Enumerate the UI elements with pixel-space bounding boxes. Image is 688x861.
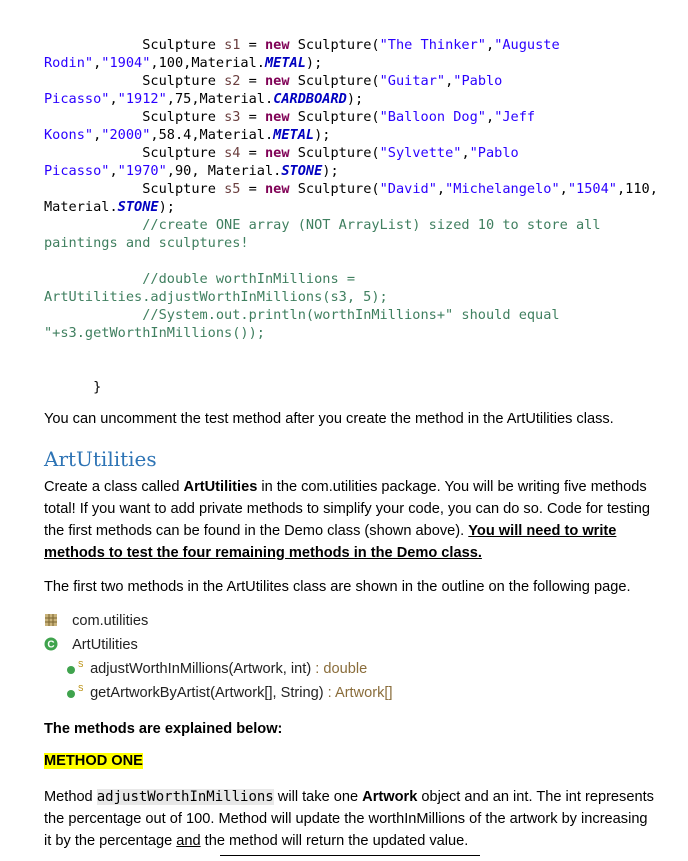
code-token: "David" — [379, 181, 437, 197]
code-token: CARDBOARD — [273, 91, 347, 107]
code-token: Sculpture( — [289, 73, 380, 89]
code-token: "Guitar" — [379, 73, 446, 89]
code-token: Sculpture — [142, 145, 225, 161]
code-token: ,58.4,Material. — [150, 127, 274, 143]
m1-method-code: adjustWorthInMillions — [96, 789, 274, 805]
code-token: ArtUtilities.adjustWorthInMillions(s3, 5); — [44, 289, 388, 305]
code-token: ,100,Material. — [150, 55, 265, 71]
code-token: = — [240, 73, 265, 89]
code-token: "Sylvette" — [379, 145, 462, 161]
code-line — [44, 288, 674, 306]
public-static-method-icon — [66, 661, 82, 675]
method-one-label: METHOD ONE — [44, 753, 143, 769]
uncomment-note: You can uncomment the test method after you create the method in the ArtUtilities class. — [44, 411, 614, 427]
public-static-method-icon — [66, 685, 82, 699]
intro-text-1: Create a class called — [44, 479, 184, 495]
code-token: Sculpture — [142, 37, 225, 53]
svg-text:C: C — [47, 639, 55, 651]
code-token: //double worthInMillions = — [142, 271, 356, 287]
method-return-type: : Artwork[] — [323, 685, 393, 701]
code-token: METAL — [273, 127, 315, 143]
code-token: s3 — [224, 109, 241, 125]
intro-classname: ArtUtilities — [183, 479, 258, 495]
code-token: "1504" — [567, 181, 617, 197]
svg-text:S: S — [78, 684, 84, 693]
code-token: ); — [322, 163, 339, 179]
code-line — [44, 378, 674, 396]
code-token: "1970" — [117, 163, 167, 179]
code-token: , — [436, 181, 446, 197]
methods-explained-label: The methods are explained below: — [44, 721, 283, 737]
code-token: STONE — [117, 199, 159, 215]
code-token: STONE — [281, 163, 323, 179]
code-token: s1 — [224, 37, 241, 53]
code-token: "+s3.getWorthInMillions()); — [44, 325, 265, 341]
code-line — [44, 180, 674, 198]
code-token: = — [240, 145, 265, 161]
intro-text-2: in the com.utilities package. You will be writing five methods total! If you want to add private methods to simplify your code, you can do so. Code for testing the first methods can be found in the Demo class (shown above). — [44, 479, 650, 539]
outline-class-row — [44, 634, 138, 656]
code-token: //create ONE array (NOT ArrayList) sized 10 to store all — [142, 217, 601, 233]
code-token: ,110, — [616, 181, 658, 197]
code-token: "The Thinker" — [379, 37, 486, 53]
code-token: = — [240, 109, 265, 125]
method-one-label-row — [44, 750, 656, 772]
code-token: "1912" — [117, 91, 167, 107]
outline-package-row — [44, 610, 148, 632]
intro-paragraph — [44, 476, 656, 564]
outline-method-row — [66, 682, 393, 704]
class-name: ArtUtilities — [72, 637, 138, 653]
code-token: new — [265, 145, 290, 161]
footer-rule — [220, 855, 480, 856]
outline-tree — [44, 608, 644, 708]
code-token: "2000" — [101, 127, 151, 143]
code-token: new — [265, 73, 290, 89]
intro-emphasis: You will need to write methods to test the four remaining methods in the Demo class. — [44, 523, 617, 561]
code-token: "Balloon Dog" — [379, 109, 486, 125]
m1-text-d: object and an int. The int represents the percentage out of 100. Method will update the worthInMillions of the artwork by increasing it by the percentage — [44, 789, 654, 849]
code-line — [44, 72, 674, 90]
section-heading-artutilities: ArtUtilities — [44, 447, 157, 471]
code-token: new — [265, 37, 290, 53]
code-line — [44, 270, 674, 288]
code-token: , — [93, 55, 102, 71]
code-line — [44, 198, 674, 216]
code-token: Sculpture — [142, 73, 225, 89]
code-token: ); — [314, 127, 331, 143]
code-token: "Auguste — [494, 37, 560, 53]
code-token: ); — [346, 91, 364, 107]
code-token: Material. — [44, 199, 118, 215]
m1-text-a: Method — [44, 789, 97, 805]
method-return-type: : double — [311, 661, 368, 677]
code-token: Sculpture( — [289, 181, 380, 197]
code-line — [44, 252, 674, 270]
code-token: Sculpture — [142, 181, 225, 197]
code-token: , — [445, 73, 454, 89]
code-token: "1904" — [101, 55, 151, 71]
outline-method-row — [66, 658, 367, 680]
m1-artwork: Artwork — [362, 789, 418, 805]
code-token: "Pablo — [469, 145, 519, 161]
code-token: Koons" — [44, 127, 94, 143]
code-token: s5 — [224, 181, 241, 197]
package-icon — [44, 613, 58, 627]
code-token: Sculpture( — [289, 145, 380, 161]
code-line — [44, 108, 674, 126]
code-line — [44, 216, 674, 234]
code-token: = — [240, 37, 265, 53]
code-token: ,90, Material. — [166, 163, 282, 179]
svg-text:S: S — [78, 660, 84, 669]
code-line — [44, 36, 674, 54]
code-token: new — [265, 109, 290, 125]
code-token: "Jeff — [494, 109, 536, 125]
code-token: METAL — [264, 55, 306, 71]
code-token: , — [486, 37, 495, 53]
code-line — [44, 234, 674, 252]
code-token: "Pablo — [453, 73, 503, 89]
m1-text-f: the method will return the updated value. — [200, 833, 469, 849]
demo-code-block — [44, 36, 674, 396]
code-token: , — [109, 91, 118, 107]
code-line — [44, 306, 674, 324]
code-line — [44, 144, 674, 162]
code-line — [44, 324, 674, 342]
m1-and: and — [176, 833, 201, 849]
code-token: new — [265, 181, 290, 197]
method-signature: getArtworkByArtist(Artwork[], String) — [90, 685, 324, 701]
code-token: ,75,Material. — [166, 91, 274, 107]
code-token: , — [109, 163, 118, 179]
code-line — [44, 162, 674, 180]
method-signature: adjustWorthInMillions(Artwork, int) — [90, 661, 312, 677]
code-line — [44, 342, 674, 360]
code-line — [44, 126, 674, 144]
code-token: , — [559, 181, 568, 197]
code-token: Picasso" — [44, 91, 110, 107]
code-token: Sculpture( — [289, 37, 380, 53]
code-token: Picasso" — [44, 163, 110, 179]
code-token: Sculpture — [142, 109, 225, 125]
outline-intro: The first two methods in the ArtUtilites class are shown in the outline on the following page. — [44, 579, 631, 595]
package-name: com.utilities — [72, 613, 149, 629]
code-token: } — [93, 379, 102, 395]
code-token: Rodin" — [44, 55, 94, 71]
code-line — [44, 90, 674, 108]
code-token: = — [240, 181, 265, 197]
code-token: ); — [158, 199, 175, 215]
m1-text-b: will take one — [273, 789, 363, 805]
method-one-description — [44, 786, 656, 852]
code-line — [44, 360, 674, 378]
code-token: , — [486, 109, 495, 125]
code-token: ); — [305, 55, 323, 71]
class-icon — [44, 637, 58, 651]
code-token: //System.out.println(worthInMillions+" should equal — [142, 307, 560, 323]
code-token: s2 — [224, 73, 241, 89]
code-token: paintings and sculptures! — [44, 235, 249, 251]
code-token: s4 — [224, 145, 241, 161]
code-token: "Michelangelo" — [445, 181, 560, 197]
code-token: Sculpture( — [289, 109, 380, 125]
code-token: , — [93, 127, 102, 143]
code-token: , — [461, 145, 470, 161]
code-line — [44, 54, 674, 72]
